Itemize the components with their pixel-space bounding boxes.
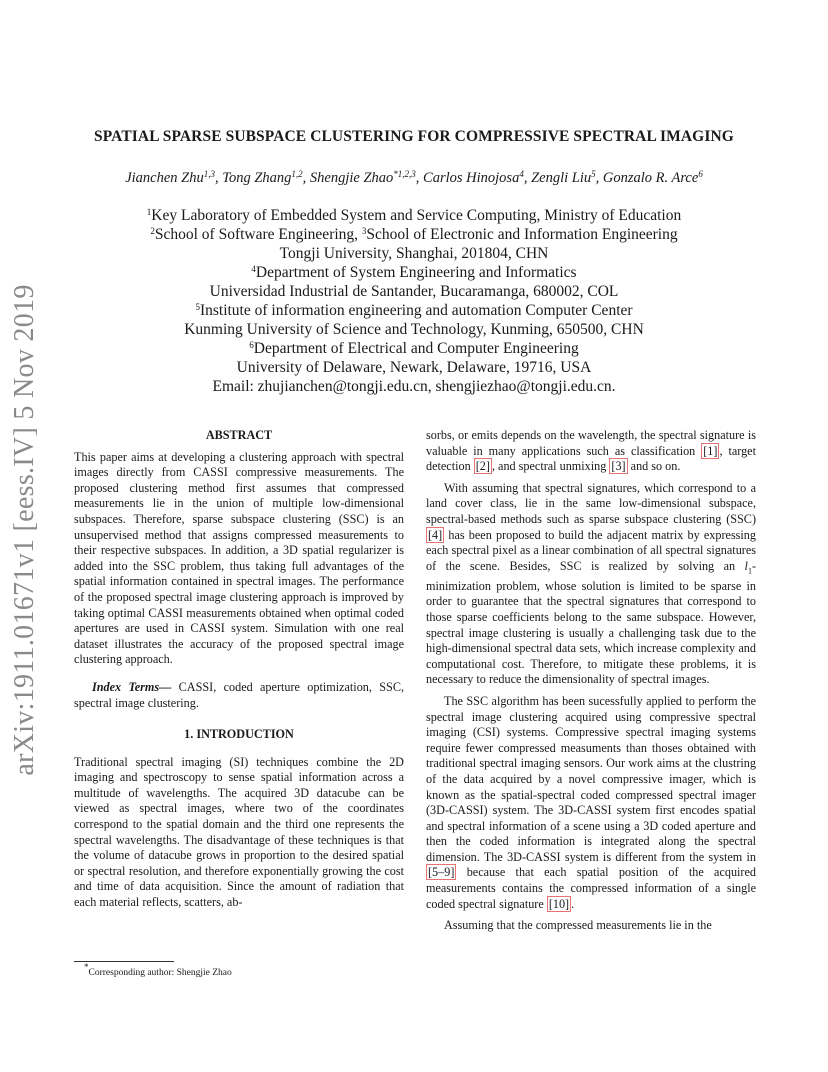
affil-text: School of Software Engineering, — [154, 226, 362, 243]
email-line — [0, 377, 828, 396]
text-run: because that each spatial position of the acquired measurements contains the compressed information of a single coded spectral signature — [426, 865, 756, 911]
affiliation-line — [0, 339, 828, 358]
abstract-body: This paper aims at developing a clustering approach with spectral images directly from CASSI compressive measurements. The proposed clustering method first assumes that compressed measurements lie in the union of multiple low-dimensional subspaces. Therefore, sparse subspace clustering (SSC) is an unsupervised method that assigns compressed measurements to their respective subspaces. In addition, a 3D spatial regularizer is added into the SSC problem, thus taking full advantages of the spatial information contained in spectral images. The performance of the proposed spectral image clustering approach is improved by taking optimal CASSI measurements obtained when optimal coded apertures are used in CASSI system. Simulation with one real dataset illustrates the accuracy of the proposed spectral image clustering approach. — [74, 449, 404, 667]
affiliation-block — [0, 206, 828, 396]
body-paragraph — [426, 428, 756, 475]
author-affil-mark: *1,2,3 — [393, 169, 416, 179]
citation-link[interactable]: [3] — [611, 459, 626, 474]
citation-link[interactable]: [5–9] — [428, 865, 455, 880]
footnote — [84, 962, 232, 978]
affiliation-line — [0, 225, 828, 244]
author-name: Shengjie Zhao — [309, 170, 394, 186]
affil-text: University of Delaware, Newark, Delaware, 19716, USA — [236, 359, 592, 376]
body-paragraph: Assuming that the compressed measurements lie in the — [444, 918, 712, 933]
author-affil-mark: 4 — [519, 169, 524, 179]
index-terms-label: Index Terms— — [92, 679, 172, 694]
affiliation-line — [0, 358, 828, 377]
author-name: Gonzalo R. Arce — [602, 170, 699, 186]
footnote-text: Corresponding author: Shengjie Zhao — [88, 968, 232, 978]
author-affil-mark: 5 — [591, 169, 596, 179]
author-separator: , — [415, 170, 424, 186]
author-separator: , — [523, 170, 532, 186]
affil-mark: 2 — [150, 226, 155, 236]
right-column — [426, 428, 756, 934]
math-subscript: 1 — [747, 566, 752, 576]
text-run: With assuming that spectral signatures, which correspond to a land cover class, lie in the same low-dimensional subspace, spectral-based methods such as sparse subspace clustering (SSC) — [426, 480, 756, 526]
text-run: has been proposed to build the adjacent matrix by expressing each spectral pixel as a linear combination of all spectral signatures of the scene. Besides, SSC is realized by solving an — [426, 527, 756, 573]
paper-title: SPATIAL SPARSE SUBSPACE CLUSTERING FOR COMPRESSIVE SPECTRAL IMAGING — [94, 128, 734, 145]
arxiv-watermark: arXiv:1911.01671v1 [eess.IV] 5 Nov 2019 — [9, 284, 40, 776]
author-name: Tong Zhang — [222, 170, 292, 186]
affiliation-line — [0, 244, 828, 263]
introduction-heading: 1. INTRODUCTION — [184, 727, 294, 742]
affiliation-line — [0, 206, 828, 225]
affil-text: Department of System Engineering and Informatics — [255, 264, 577, 281]
affiliation-line — [0, 263, 828, 282]
affil-text: Institute of information engineering and automation Computer Center — [199, 302, 633, 319]
abstract-heading: ABSTRACT — [205, 428, 273, 442]
affil-text: Key Laboratory of Embedded System and Service Computing, Ministry of Education — [151, 207, 682, 224]
citation-link[interactable]: [2] — [475, 459, 490, 474]
affiliation-line — [0, 301, 828, 320]
citation-link[interactable]: [4] — [428, 527, 443, 542]
affiliation-line — [0, 282, 828, 301]
author-name: Jianchen Zhu — [125, 170, 204, 186]
text-run: -minimization problem, whose solution is limited to be sparse in order to guarantee that the spectral signatures that correspond to those sparse coefficients belong to the same subspace. However, spectral image clustering is usually a challenging task due to the high-dimensional spectral data sets, which increase complexity and computational cost. Therefore, to mitigate these problems, it is necessary to reduce the dimensionality of spectral images. — [426, 558, 756, 687]
index-terms — [74, 680, 404, 711]
text-run: , target detection — [426, 443, 756, 474]
text-run: . — [571, 896, 575, 911]
affil-text: Email: zhujianchen@tongji.edu.cn, shengjiezhao@tongji.edu.cn. — [212, 378, 616, 395]
text-run: The SSC algorithm has been sucessfully applied to perform the spectral image clustering acquired using compressive spectral imaging (CSI) systems. Compressive spectral imaging systems require fewer compressed measuments than thoses obtained with traditional spectral imaging sensors. Our work aims at the clustring of the data acquired by a novel compressive imager, which is known as the spatial-spectral coded compressed spectral imager (3D-CASSI) system. The 3D-CASSI system first encodes spatial and spectral information of a scene using a 3D coded aperture and then the coded information is integrated along the spectral dimension. The 3D-CASSI system is different from the system in — [426, 693, 756, 864]
intro-paragraph: Traditional spectral imaging (SI) techniques combine the 2D imaging and spectroscopy to sense spatial information across a multitude of wavelengths. The acquired 3D datacube can be viewed as spectral images, where two of the coordinates correspond to the spatial domain and the third one represents the spectral wavelengths. The disadvantage of these techniques is that the volume of datacube grows in proportion to the desired spatial or spectral resolution, and therefore exponentially growing the cost and time of data acquisition. Since the amount of radiation that each material reflects, scatters, ab- — [74, 754, 404, 910]
author-affil-mark: 1,2 — [291, 169, 303, 179]
math-symbol: l — [744, 558, 748, 573]
author-affil-mark: 6 — [698, 169, 703, 179]
body-paragraph — [426, 694, 756, 912]
affil-text: Tongji University, Shanghai, 201804, CHN — [279, 245, 549, 262]
footnote-divider — [74, 961, 174, 962]
left-column — [74, 428, 404, 911]
author-name: Zengli Liu — [531, 170, 592, 186]
affil-mark: 1 — [146, 207, 152, 217]
index-terms-text: CASSI, coded aperture optimization, SSC, spectral image clustering. — [74, 679, 404, 710]
author-name: Carlos Hinojosa — [423, 170, 520, 186]
author-list — [0, 170, 828, 187]
affil-mark: 5 — [195, 302, 200, 312]
text-run: sorbs, or emits depends on the wavelength, the spectral signature is valuable in many applications such as classification — [426, 428, 756, 458]
affil-text: Universidad Industrial de Santander, Bucaramanga, 680002, COL — [209, 283, 619, 300]
affiliation-line — [0, 320, 828, 339]
citation-link[interactable]: [1] — [703, 443, 718, 458]
text-run: , and spectral unmixing — [491, 459, 610, 474]
author-separator: , — [302, 170, 310, 186]
affil-mark: 3 — [361, 226, 367, 236]
text-run: and so on. — [627, 459, 681, 474]
author-separator: , — [595, 170, 603, 186]
affil-text: Kunming University of Science and Technology, Kunming, 650500, CHN — [184, 321, 644, 338]
author-separator: , — [214, 170, 223, 186]
body-paragraph — [426, 481, 756, 688]
affil-text: Department of Electrical and Computer Engineering — [253, 340, 579, 357]
author-affil-mark: 1,3 — [203, 169, 215, 179]
affil-mark: 4 — [251, 264, 256, 274]
footnote-mark: * — [84, 962, 89, 972]
affil-mark: 6 — [249, 340, 254, 350]
affil-text: School of Electronic and Information Engineering — [366, 226, 678, 243]
citation-link[interactable]: [10] — [548, 896, 570, 911]
